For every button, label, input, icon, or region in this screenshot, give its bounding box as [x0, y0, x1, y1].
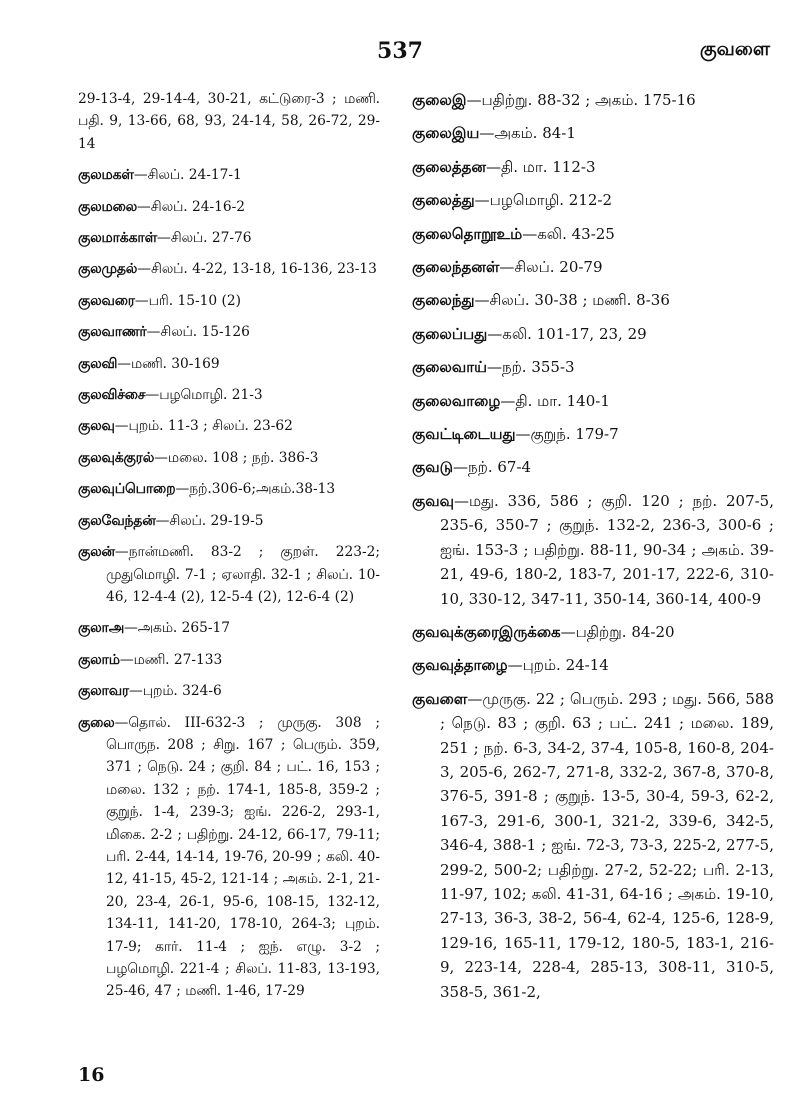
entry-references: —சிலப். 24-17-1 — [133, 167, 242, 184]
entry-references: —பழமொழி. 212-2 — [474, 191, 613, 210]
entry-headword: குவவுத்தாழை — [412, 656, 508, 675]
entry-references: —மலை. 108 ; நற். 386-3 — [154, 449, 319, 466]
index-entry — [412, 255, 774, 279]
entry-headword: குலமாக்காள் — [78, 230, 157, 247]
entry-headword: குலமலை — [78, 198, 138, 215]
entry-references: —புறம். 24-14 — [507, 656, 609, 675]
entry-headword: குலாஅ — [78, 620, 125, 637]
entry-headword: குலவரை — [78, 292, 135, 309]
entry-references: —அகம். 265-17 — [124, 620, 231, 637]
entry-headword: குலமகள் — [78, 167, 134, 184]
entry-references: —சிலப். 27-76 — [156, 230, 252, 247]
index-entry — [412, 653, 774, 677]
entry-headword: குவளை — [412, 689, 468, 708]
entry-references: —சிலப். 15-126 — [146, 324, 250, 341]
entry-references: —மணி. 27-133 — [119, 651, 223, 668]
entry-references: —புறம். 324-6 — [129, 683, 222, 700]
index-entry — [412, 687, 774, 1004]
entry-references: —முருகு. 22 ; பெரும். 293 ; மது. 566, 588 ; நெடு. 83 ; குறி. 63 ; பட். 241 ; மலை. 189, 251 ; நற். 6-3, 34-2, 37-4, 105-8, 160-8, 204-3, 205-6, 262-7, 271-8, 332-2, 367-8, 370-8, 376-5, 391-8 ; குறுந். 13-5, 30-4, 59-3, 62-2, 167-3, 291-6, 300-1, 321-2, 339-6, 342-5, 346-4, 388-1 ; ஐங். 72-3, 73-3, 225-2, 277-5, 299-2, 500-2; பதிற்று. 27-2, 52-22; பரி. 2-13, 11-97, 102; கலி. 41-31, 64-16 ; அகம். 19-10, 27-13, 36-3, 38-2, 56-4, 62-4, 125-6, 128-9, 129-16, 165-11, 179-12, 180-5, 183-1, 216-9, 223-14, 228-4, 285-13, 308-11, 310-5, 358-5, 361-2, — [440, 689, 774, 1001]
index-entry — [78, 478, 380, 500]
index-entry — [78, 510, 380, 532]
entry-headword: குலவாணர் — [78, 324, 147, 341]
index-entry — [78, 680, 380, 702]
index-entry — [412, 188, 774, 212]
index-entry — [78, 196, 380, 218]
index-entry — [412, 620, 774, 644]
entry-headword: குலைவாழை — [412, 391, 501, 410]
right-column — [412, 88, 774, 1013]
index-entry — [412, 389, 774, 413]
index-entry — [78, 712, 380, 1003]
index-entry — [412, 489, 774, 611]
index-entry — [78, 290, 380, 312]
left-column — [78, 88, 380, 1012]
index-entry — [78, 541, 380, 608]
entry-references: —கலி. 101-17, 23, 29 — [487, 324, 647, 343]
running-head: குவளை — [699, 38, 770, 60]
entry-references: —சிலப். 30-38 ; மணி. 8-36 — [474, 291, 670, 310]
index-entry — [412, 288, 774, 312]
entry-headword: குலைஇ — [412, 91, 467, 109]
index-entry — [412, 88, 774, 112]
entry-headword: குலவி — [78, 355, 118, 372]
entry-headword: குலைந்து — [412, 291, 475, 310]
entry-references: 29-13-4, 29-14-4, 30-21, கட்டுரை-3 ; மணி. பதி. 9, 13-66, 68, 93, 24-14, 58, 26-72, 29-14 — [78, 91, 380, 152]
entry-references: —அகம். 84-1 — [479, 124, 576, 143]
entry-references: —பழமொழி. 21-3 — [145, 387, 263, 404]
entry-references: —தி. மா. 140-1 — [500, 391, 610, 410]
entry-references: —நான்மணி. 83-2 ; குறள். 223-2; முதுமொழி. 7-1 ; ஏலாதி. 32-1 ; சிலப். 10-46, 12-4-4 (2), 12-5-4 (2), 12-6-4 (2) — [106, 544, 380, 605]
page-number: 537 — [377, 38, 423, 64]
entry-headword: குலவிச்சை — [78, 387, 146, 404]
index-entry — [78, 88, 380, 155]
entry-references: —நற்.306-6;அகம்.38-13 — [175, 481, 336, 498]
entry-references: —கலி. 43-25 — [522, 224, 615, 243]
entry-references: —பதிற்று. 84-20 — [560, 622, 675, 641]
index-entry — [78, 447, 380, 469]
entry-references: —தொல். III-632-3 ; முருகு. 308 ; பொருந. 208 ; சிறு. 167 ; பெரும். 359, 371 ; நெடு. 24 ; குறி. 84 ; பட். 16, 153 ; மலை. 132 ; நற். 174-1, 185-8, 359-2 ; குறுந். 1-4, 239-3; ஐங். 226-2, 293-1, மிகை. 2-2 ; பதிற்று. 24-12, 66-17, 79-11; பரி. 2-44, 14-14, 19-76, 20-99 ; கலி. 40-12, 41-15, 45-2, 121-14 ; அகம். 2-1, 21-20, 23-4, 26-1, 95-6, 108-15, 132-12, 134-11, 141-20, 178-10, 264-3; புறம். 17-9; கார். 11-4 ; ஐந். எழு. 3-2 ; பழமொழி. 221-4 ; சிலப். 11-83, 13-193, 25-46, 47 ; மணி. 1-46, 17-29 — [106, 714, 380, 1000]
entry-headword: குலைத்தன — [412, 157, 486, 176]
index-entry — [78, 227, 380, 249]
index-entry — [412, 121, 774, 145]
entry-headword: குலைதொறூஉம் — [412, 224, 523, 243]
index-entry — [412, 322, 774, 346]
entry-references: —தி. மா. 112-3 — [485, 157, 596, 176]
entry-references: —மணி. 30-169 — [117, 355, 220, 372]
index-entry — [78, 415, 380, 437]
index-entry — [78, 617, 380, 639]
entry-references: —புறம். 11-3 ; சிலப். 23-62 — [114, 418, 293, 435]
entry-references: —நற். 67-4 — [453, 458, 532, 477]
index-entry — [412, 222, 774, 246]
index-entry — [412, 155, 774, 179]
entry-headword: குவடு — [412, 458, 453, 477]
entry-references: —நற். 355-3 — [486, 358, 575, 377]
index-entry — [78, 321, 380, 343]
entry-references: —மது. 336, 586 ; குறி. 120 ; நற். 207-5, 235-6, 350-7 ; குறுந். 132-2, 236-3, 300-6 ; ஐங். 153-3 ; பதிற்று. 88-11, 90-34 ; அகம். 39-21, 49-6, 180-2, 183-7, 201-17, 222-6, 310-10, 330-12, 347-11, 350-14, 360-14, 400-9 — [440, 491, 774, 608]
entry-references: —குறுந். 179-7 — [515, 425, 619, 444]
entry-headword: குவட்டிடையது — [412, 425, 516, 444]
entry-headword: குலவுப்பொறை — [78, 481, 176, 498]
index-entry — [412, 355, 774, 379]
entry-references: —பதிற்று. 88-32 ; அகம். 175-16 — [466, 91, 696, 109]
entry-headword: குலவேந்தன் — [78, 512, 156, 529]
index-entry — [412, 455, 774, 479]
footer-signature-number: 16 — [78, 1064, 105, 1086]
index-entry — [78, 164, 380, 186]
entry-references: —சிலப். 24-16-2 — [137, 198, 245, 215]
index-entry — [412, 422, 774, 446]
entry-headword: குவவுக்குரைஇருக்கை — [412, 622, 561, 641]
entry-headword: குலாவர — [78, 683, 129, 700]
entry-headword: குவவு — [412, 491, 454, 510]
entry-references: —சிலப். 4-22, 13-18, 16-136, 23-13 — [137, 261, 377, 278]
entry-headword: குலைஇய — [412, 124, 480, 143]
index-entry — [78, 353, 380, 375]
entry-headword: குலை — [78, 714, 115, 731]
entry-headword: குலமுதல் — [78, 261, 138, 278]
entry-headword: குலைவாய் — [412, 358, 487, 377]
entry-headword: குலவுக்குரல் — [78, 449, 155, 466]
entry-headword: குலைப்பது — [412, 324, 488, 343]
entry-references: —சிலப். 29-19-5 — [155, 512, 264, 529]
index-entry — [78, 258, 380, 280]
entry-references: —சிலப். 20-79 — [499, 258, 603, 277]
entry-headword: குலன் — [78, 544, 115, 561]
entry-headword: குலாம் — [78, 651, 120, 668]
entry-references: —பரி. 15-10 (2) — [134, 292, 241, 309]
entry-headword: குலைத்து — [412, 191, 475, 210]
entry-headword: குலைந்தனள் — [412, 258, 500, 277]
index-entry — [78, 384, 380, 406]
index-entry — [78, 649, 380, 671]
entry-headword: குலவு — [78, 418, 115, 435]
